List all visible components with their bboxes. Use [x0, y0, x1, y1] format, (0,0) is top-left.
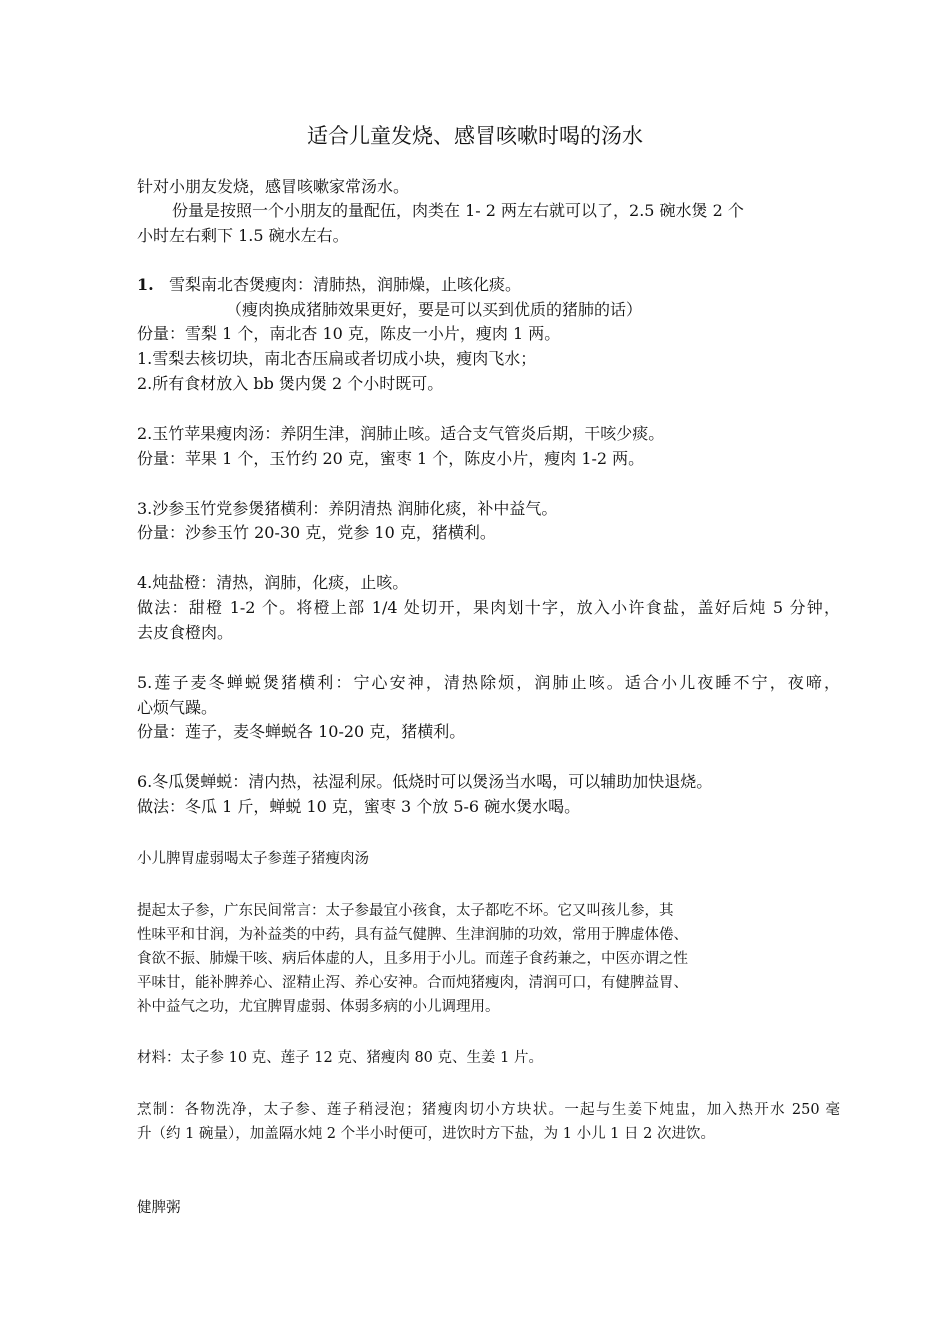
recipe-1-title: 雪梨南北杏煲瘦肉：清肺热，润肺燥，止咳化痰。 [168, 275, 521, 294]
recipe-4-line: 去皮食橙肉。 [137, 623, 234, 642]
recipe-6-heading: 6.冬瓜煲蝉蜕：清内热，祛湿利尿。低烧时可以煲汤当水喝，可以辅助加快退烧。 [137, 772, 713, 791]
recipe-1-line: 1.雪梨去核切块，南北杏压扁或者切成小块，瘦肉飞水； [137, 349, 537, 368]
recipe-5-line: 份量：莲子，麦冬蝉蜕各 10-20 克，猪横利。 [137, 722, 466, 741]
recipe-1-heading [137, 273, 521, 297]
recipe-5-line: 心烦气躁。 [137, 698, 218, 717]
intro-line: 针对小朋友发烧，感冒咳嗽家常汤水。 [137, 177, 410, 196]
recipe-6-line: 做法：冬瓜 1 斤，蝉蜕 10 克，蜜枣 3 个放 5-6 碗水煲水喝。 [137, 797, 581, 816]
section-heading: 健脾粥 [137, 1200, 181, 1216]
section-paragraph-line: 性味平和甘润，为补益类的中药，具有益气健脾、生津润肺的功效，常用于脾虚体倦、 [137, 927, 688, 943]
intro-line: 份量是按照一个小朋友的量配伍，肉类在 1- 2 两左右就可以了，2.5 碗水煲 2 个 [172, 201, 744, 220]
recipe-1-line: 2.所有食材放入 bb 煲内煲 2 个小时既可。 [137, 374, 444, 393]
section-heading: 小儿脾胃虚弱喝太子参莲子猪瘦肉汤 [137, 851, 369, 867]
recipe-1-number: 1. [137, 275, 154, 294]
section-paragraph-line: 提起太子参，广东民间常言：太子参最宜小孩食，太子都吃不坏。它又叫孩儿参，其 [137, 903, 674, 919]
recipe-1-note: （瘦肉换成猪肺效果更好，要是可以买到优质的猪肺的话） [226, 300, 643, 319]
section-paragraph-line: 食欲不振、肺燥干咳、病后体虚的人，且多用于小儿。而莲子食药兼之，中医亦谓之性 [137, 951, 688, 967]
method-line: 升（约 1 碗量），加盖隔水炖 2 个半小时便可，进饮时方下盐，为 1 小儿 1 日 2 次进饮。 [137, 1126, 715, 1142]
recipe-2-line: 份量：苹果 1 个，玉竹约 20 克，蜜枣 1 个，陈皮小片，瘦肉 1-2 两。 [137, 449, 645, 468]
materials-line: 材料：太子参 10 克、莲子 12 克、猪瘦肉 80 克、生姜 1 片。 [137, 1050, 543, 1066]
recipe-4-heading: 4.炖盐橙：清热，润肺，化痰，止咳。 [137, 573, 409, 592]
recipe-2-heading: 2.玉竹苹果瘦肉汤：养阴生津，润肺止咳。适合支气管炎后期，干咳少痰。 [137, 424, 665, 443]
intro-line: 小时左右剩下 1.5 碗水左右。 [137, 226, 349, 245]
page-title: 适合儿童发烧、感冒咳嗽时喝的汤水 [307, 124, 643, 148]
recipe-3-line: 份量：沙参玉竹 20-30 克，党参 10 克，猪横利。 [137, 523, 496, 542]
recipe-4-line: 做法：甜橙 1-2 个。将橙上部 1/4 处切开，果肉划十字，放入小许食盐，盖好后炖 5 分钟， [137, 598, 840, 617]
recipe-1-line: 份量：雪梨 1 个，南北杏 10 克，陈皮一小片，瘦肉 1 两。 [137, 324, 561, 343]
section-paragraph-line: 补中益气之功，尤宜脾胃虚弱、体弱多病的小儿调理用。 [137, 999, 500, 1015]
section-paragraph-line: 平味甘，能补脾养心、涩精止泻、养心安神。合而炖猪瘦肉，清润可口，有健脾益胃、 [137, 975, 688, 991]
recipe-5-heading: 5.莲子麦冬蝉蜕煲猪横利：宁心安神，清热除烦，润肺止咳。适合小儿夜睡不宁，夜啼， [137, 673, 840, 692]
method-line: 烹制：各物洗净，太子参、莲子稍浸泡；猪瘦肉切小方块状。一起与生姜下炖盅，加入热开水 250 毫 [137, 1102, 840, 1118]
recipe-3-heading: 3.沙参玉竹党参煲猪横利：养阴清热 润肺化痰，补中益气。 [137, 499, 558, 518]
